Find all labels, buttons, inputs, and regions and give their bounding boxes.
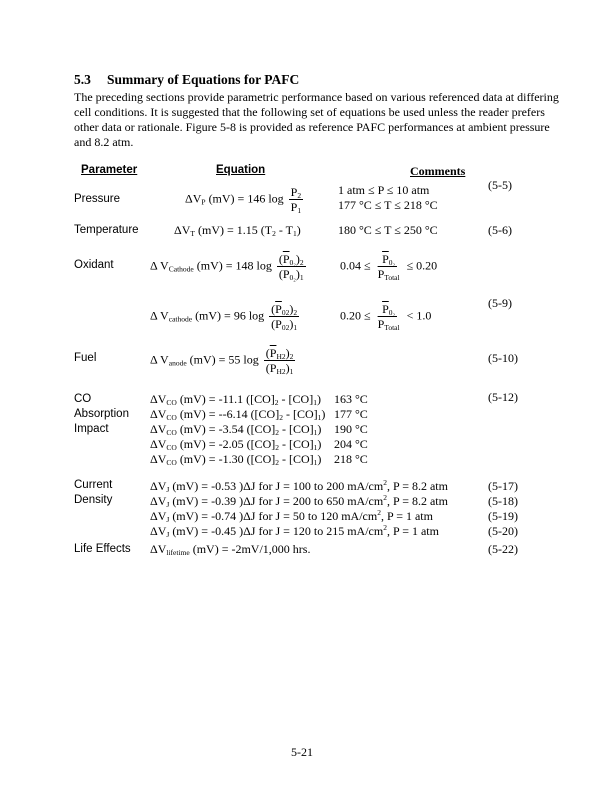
equation-temperature: $\Delta V_T$ (mV) = 1.15 $(T_2 - T_1)$ [174, 223, 301, 238]
equation-oxidant-1: Δ $V_{Cathode}$ (mV) = 148 log $\frac{(\overline{P}_{0_2})_2}{(\overline{P}_{0_2})_1}$ [150, 252, 304, 282]
co-equation-row [150, 392, 368, 407]
co-equation: $\Delta V_{CO}$ (mV) = -11.1 $([CO]_2 - [CO]_1)$ [150, 392, 321, 407]
co-temperature: 177 °C [334, 407, 368, 421]
co-equation-row [150, 407, 368, 422]
current-density-equation-row: $\Delta V_J$ (mV) = -0.39 )ΔJ for J = 200 to 650 $mA/cm^2$, P = 8.2 atm [150, 493, 448, 509]
equation-oxidant-2: Δ $V_{cathode}$ (mV) = 96 log $\frac{(\overline{P}_{02})_2}{(\overline{P}_{02})_1}$ [150, 302, 298, 332]
comment-oxidant-1: 0.04 ≤ $\frac{\overline{P}_{0_2}}{\overline{P}_{Total}}$ ≤ 0.20 [340, 252, 438, 282]
current-density-equation-row: $\Delta V_J$ (mV) = -0.74 )ΔJ for J = 50 to 120 $mA/cm^2$, P = 1 atm [150, 508, 433, 524]
comment-pressure-1: 1 atm ≤ P ≤ 10 atm [338, 183, 430, 197]
equation-life: $\Delta V_{lifetime}$ (mV) = -2mV/1,000 hrs. [150, 542, 311, 557]
equation-pressure: $\Delta V_P$ (mV) = 146 log $\frac{P_2}{P_1}$ [185, 185, 302, 215]
eq-number: (5-10) [488, 351, 518, 365]
param-life-effects: Life Effects [74, 543, 131, 555]
equation-fuel: Δ $V_{anode}$ (mV) = 55 log $\frac{(\overline{P}_{H2})_2}{(\overline{P}_{H2})_1}$ [150, 346, 294, 376]
page-number: 5-21 [291, 745, 313, 759]
param-temperature: Temperature [74, 224, 139, 236]
co-equation-row [150, 452, 368, 467]
comment-temperature: 180 °C ≤ T ≤ 250 °C [338, 223, 438, 237]
eq-number: (5-6) [488, 223, 512, 237]
eq-number: (5-20) [488, 524, 518, 538]
co-equation: $\Delta V_{CO}$ (mV) = -3.54 $([CO]_2 - [CO]_1)$ [150, 422, 322, 437]
current-density-equation-row: $\Delta V_J$ (mV) = -0.45 )ΔJ for J = 120 to 215 $mA/cm^2$, P = 1 atm [150, 523, 439, 539]
param-fuel: Fuel [74, 352, 97, 364]
co-temperature: 163 °C [334, 392, 368, 406]
current-density-equation-row: $\Delta V_J$ (mV) = -0.53 )ΔJ for J = 100 to 200 $mA/cm^2$, P = 8.2 atm [150, 478, 448, 494]
eq-number: (5-5) [488, 178, 512, 192]
co-temperature: 204 °C [334, 437, 368, 451]
co-temperature: 190 °C [334, 422, 368, 436]
header-equation: Equation [216, 164, 266, 176]
co-temperature: 218 °C [334, 452, 368, 466]
param-pressure: Pressure [74, 193, 121, 205]
co-equation: $\Delta V_{CO}$ (mV) = --6.14 $([CO]_2 - [CO]_1)$ [150, 407, 326, 422]
eq-number: (5-17) [488, 479, 518, 493]
eq-number: (5-19) [488, 509, 518, 523]
co-equation: $\Delta V_{CO}$ (mV) = -2.05 $([CO]_2 - [CO]_1)$ [150, 437, 322, 452]
comment-oxidant-2: 0.20 ≤ $\frac{\overline{P}_{0_2}}{\overline{P}_{Total}}$ < 1.0 [340, 302, 432, 332]
header-comments: Comments [410, 164, 466, 178]
eq-number: (5-9) [488, 296, 512, 310]
eq-number: (5-12) [488, 390, 518, 404]
param-oxidant: Oxidant [74, 259, 114, 271]
comment-pressure-2: 177 °C ≤ T ≤ 218 °C [338, 198, 438, 212]
eq-number: (5-22) [488, 542, 518, 556]
header-parameter: Parameter [81, 164, 138, 176]
co-equation-row [150, 422, 368, 437]
eq-number: (5-18) [488, 494, 518, 508]
param-co: CO Absorption Impact [74, 393, 129, 435]
param-current-density: Current Density [74, 479, 113, 506]
intro-paragraph: The preceding sections provide parametric performance based on various referenced data at differing cell conditions. It is suggested that the following set of equations be used unless the reader prefers other data or rationale. Figure 5-8 is provided as reference PAFC performances at ambient pressure and 8.2 atm. [74, 90, 559, 149]
co-equation-row [150, 437, 368, 452]
co-equation: $\Delta V_{CO}$ (mV) = -1.30 $([CO]_2 - [CO]_1)$ [150, 452, 322, 467]
section-heading: 5.3 Summary of Equations for PAFC [74, 72, 300, 87]
